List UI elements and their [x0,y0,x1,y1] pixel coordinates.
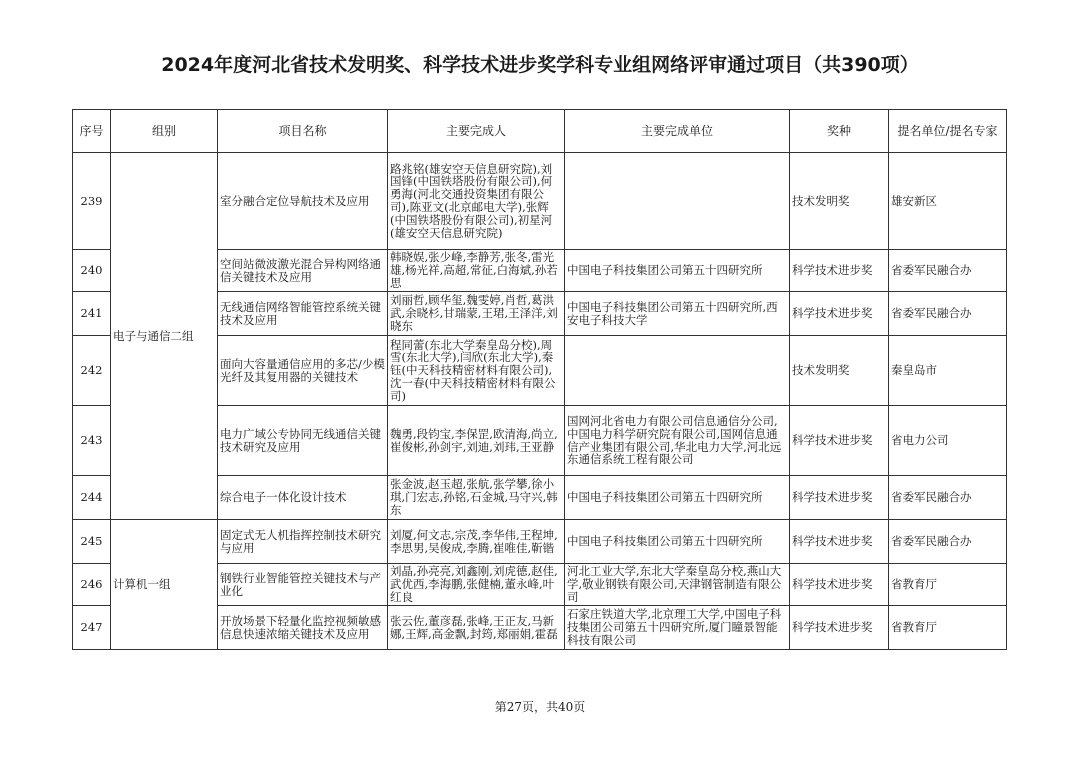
nominator: 省委军民融合办 [889,292,1007,336]
project-name: 面向大容量通信应用的多芯/少模光纤及其复用器的关键技术 [218,336,388,406]
row-number: 239 [73,153,111,250]
header-people: 主要完成人 [388,110,565,153]
header-nominator: 提名单位/提名专家 [889,110,1007,153]
row-number: 245 [73,520,111,564]
main-units [565,153,790,250]
nominator: 雄安新区 [889,153,1007,250]
main-units: 石家庄铁道大学,北京理工大学,中国电子科技集团公司第五十四研究所,厦门瞳景智能科技有限公司 [565,606,790,650]
main-people: 刘丽哲,顾华玺,魏雯婷,肖哲,葛洪武,余晓杉,甘瑞蒙,王珺,王泽洋,刘晓东 [388,292,565,336]
main-units: 中国电子科技集团公司第五十四研究所 [565,520,790,564]
page-footer: 第27页，共40页 [494,700,586,714]
project-name: 室分融合定位导航技术及应用 [218,153,388,250]
project-name: 无线通信网络智能管控系统关键技术及应用 [218,292,388,336]
main-people: 程同蕾(东北大学秦皇岛分校),周雪(东北大学),闫欣(东北大学),秦钰(中天科技精密材料有限公司),沈一春(中天科技精密材料有限公司) [388,336,565,406]
nominator: 秦皇岛市 [889,336,1007,406]
table-row [73,520,1007,564]
main-units: 中国电子科技集团公司第五十四研究所,西安电子科技大学 [565,292,790,336]
main-units: 中国电子科技集团公司第五十四研究所 [565,250,790,292]
main-units: 河北工业大学,东北大学秦皇岛分校,燕山大学,敬业钢铁有限公司,天津钢管制造有限公司 [565,564,790,606]
header-no: 序号 [73,110,111,153]
nominator: 省委军民融合办 [889,476,1007,520]
projects-table [72,109,1007,650]
award-type: 科学技术进步奖 [790,406,889,476]
table-row [73,153,1007,250]
main-people: 魏勇,段钧宝,李保罡,欧清海,尚立,崔俊彬,孙剑宇,刘迪,刘玮,王亚静 [388,406,565,476]
row-number: 244 [73,476,111,520]
nominator: 省教育厅 [889,564,1007,606]
main-people: 张金波,赵玉超,张航,张学攀,徐小琪,门宏志,孙铭,石金城,马守兴,韩东 [388,476,565,520]
main-people: 刘晶,孙亮亮,刘鑫刚,刘虎德,赵佳,武优西,李海鹏,张健楠,董永峰,叶红良 [388,564,565,606]
project-name: 固定式无人机指挥控制技术研究与应用 [218,520,388,564]
main-people: 刘厦,何文志,宗茂,李华伟,王程坤,李思男,吴俊成,李腾,崔唯佳,靳锴 [388,520,565,564]
row-number: 240 [73,250,111,292]
main-units: 中国电子科技集团公司第五十四研究所 [565,476,790,520]
project-name: 开放场景下轻量化监控视频敏感信息快速浓缩关键技术及应用 [218,606,388,650]
award-type: 科学技术进步奖 [790,520,889,564]
award-type: 技术发明奖 [790,336,889,406]
table-header-row [73,110,1007,153]
award-type: 科学技术进步奖 [790,476,889,520]
nominator: 省教育厅 [889,606,1007,650]
main-people: 路兆铭(雄安空天信息研究院),刘国锋(中国铁塔股份有限公司),何勇海(河北交通投资集团有限公司),陈亚文(北京邮电大学),张辉(中国铁塔股份有限公司),初星河(雄安空天信息研究院) [388,153,565,250]
row-number: 242 [73,336,111,406]
nominator: 省委军民融合办 [889,250,1007,292]
award-type: 科学技术进步奖 [790,606,889,650]
award-type: 科学技术进步奖 [790,250,889,292]
main-units: 国网河北省电力有限公司信息通信分公司,中国电力科学研究院有限公司,国网信息通信产业集团有限公司,华北电力大学,河北远东通信系统工程有限公司 [565,406,790,476]
row-number: 241 [73,292,111,336]
row-number: 243 [73,406,111,476]
group-cell: 计算机一组 [111,520,218,650]
main-people: 张云佐,董彦磊,张峰,王正友,马新娜,王辉,高金飘,封筠,郑丽娟,霍磊 [388,606,565,650]
nominator: 省电力公司 [889,406,1007,476]
award-type: 科学技术进步奖 [790,292,889,336]
header-award: 奖种 [790,110,889,153]
main-people: 韩晓娱,张少峰,李静芳,张冬,雷光雄,杨光祥,高超,常征,白海斌,孙若思 [388,250,565,292]
row-number: 246 [73,564,111,606]
row-number: 247 [73,606,111,650]
project-name: 电力广域公专协同无线通信关键技术研究及应用 [218,406,388,476]
award-type: 科学技术进步奖 [790,564,889,606]
group-cell: 电子与通信二组 [111,153,218,520]
main-units [565,336,790,406]
project-name: 空间站微波激光混合异构网络通信关键技术及应用 [218,250,388,292]
award-type: 技术发明奖 [790,153,889,250]
header-group: 组别 [111,110,218,153]
nominator: 省委军民融合办 [889,520,1007,564]
project-name: 综合电子一体化设计技术 [218,476,388,520]
document-title: 2024年度河北省技术发明奖、科学技术进步奖学科专业组网络评审通过项目（共390项） [161,54,919,76]
header-project-name: 项目名称 [218,110,388,153]
project-name: 钢铁行业智能管控关键技术与产业化 [218,564,388,606]
header-units: 主要完成单位 [565,110,790,153]
